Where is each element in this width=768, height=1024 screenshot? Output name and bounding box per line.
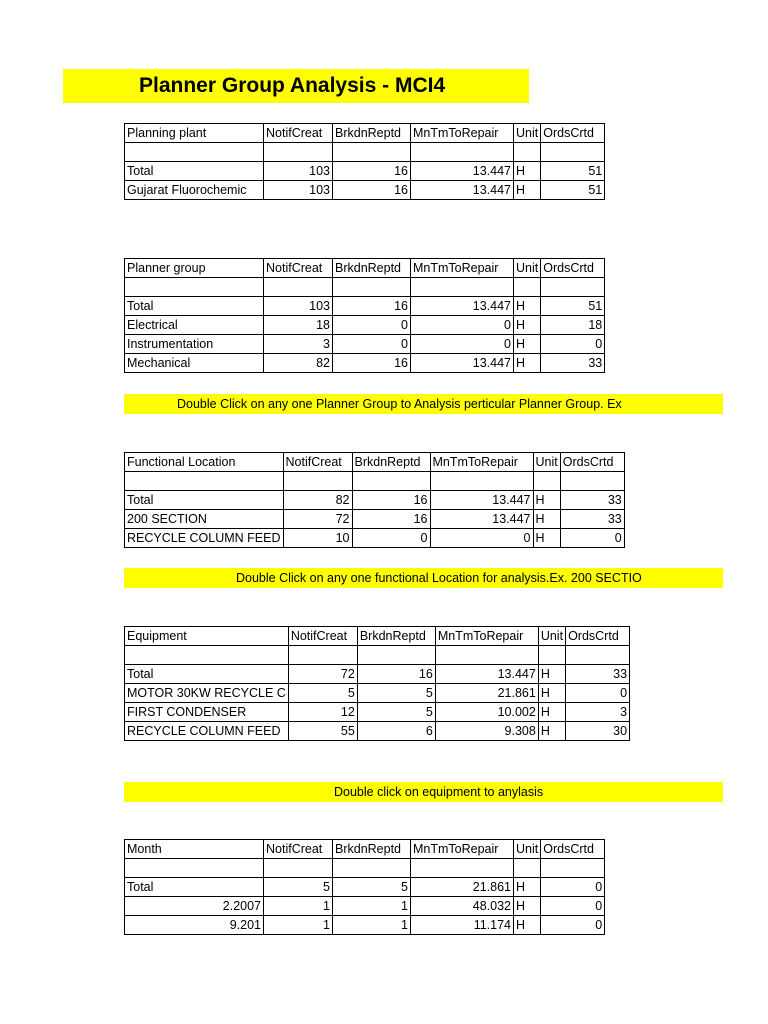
empty-row bbox=[125, 646, 630, 665]
brkdn-reptd-cell[interactable]: 16 bbox=[333, 297, 411, 316]
unit-cell[interactable]: H bbox=[514, 878, 541, 897]
table-row[interactable] bbox=[125, 529, 625, 548]
notif-creat-cell[interactable]: 82 bbox=[264, 354, 333, 373]
mn-tm-to-repair-cell[interactable]: 13.447 bbox=[435, 665, 538, 684]
ords-crtd-cell[interactable]: 51 bbox=[541, 162, 605, 181]
unit-cell[interactable]: H bbox=[538, 665, 565, 684]
month-table bbox=[124, 839, 605, 935]
unit-cell[interactable]: H bbox=[533, 510, 560, 529]
functional-location-table bbox=[124, 452, 625, 548]
header-cell[interactable]: BrkdnReptd bbox=[352, 453, 430, 472]
brkdn-reptd-cell[interactable]: 1 bbox=[333, 916, 411, 935]
table-header-row bbox=[125, 453, 625, 472]
row-label[interactable]: 2.2007 bbox=[125, 897, 264, 916]
row-label[interactable]: Electrical bbox=[125, 316, 264, 335]
mn-tm-to-repair-cell[interactable]: 13.447 bbox=[411, 354, 514, 373]
brkdn-reptd-cell[interactable]: 5 bbox=[357, 684, 435, 703]
unit-cell[interactable]: H bbox=[514, 162, 541, 181]
header-cell[interactable]: Planner group bbox=[125, 259, 264, 278]
ords-crtd-cell[interactable]: 33 bbox=[566, 665, 630, 684]
row-label[interactable]: Mechanical bbox=[125, 354, 264, 373]
brkdn-reptd-cell[interactable]: 16 bbox=[333, 181, 411, 200]
brkdn-reptd-cell[interactable]: 16 bbox=[357, 665, 435, 684]
row-label[interactable]: Total bbox=[125, 665, 289, 684]
table-row[interactable] bbox=[125, 491, 625, 510]
header-cell[interactable]: Unit bbox=[533, 453, 560, 472]
notif-creat-cell[interactable]: 72 bbox=[288, 665, 357, 684]
mn-tm-to-repair-cell[interactable]: 10.002 bbox=[435, 703, 538, 722]
table-header-row bbox=[125, 124, 605, 143]
mn-tm-to-repair-cell[interactable]: 13.447 bbox=[411, 162, 514, 181]
ords-crtd-cell[interactable]: 51 bbox=[541, 297, 605, 316]
empty-row bbox=[125, 859, 605, 878]
brkdn-reptd-cell[interactable]: 16 bbox=[333, 354, 411, 373]
unit-cell[interactable]: H bbox=[514, 897, 541, 916]
header-cell[interactable]: Unit bbox=[514, 259, 541, 278]
table-row[interactable] bbox=[125, 878, 605, 897]
header-cell[interactable]: NotifCreat bbox=[288, 627, 357, 646]
instruction-text: Double Click on any one Planner Group to Analysis perticular Planner Group. Ex bbox=[177, 397, 622, 411]
table-row[interactable] bbox=[125, 316, 605, 335]
empty-row bbox=[125, 472, 625, 491]
title-banner bbox=[63, 69, 529, 103]
row-label[interactable]: Instrumentation bbox=[125, 335, 264, 354]
unit-cell[interactable]: H bbox=[514, 354, 541, 373]
unit-cell[interactable]: H bbox=[514, 297, 541, 316]
mn-tm-to-repair-cell[interactable]: 13.447 bbox=[430, 510, 533, 529]
row-label[interactable]: RECYCLE COLUMN FEED bbox=[125, 529, 284, 548]
unit-cell[interactable]: H bbox=[533, 529, 560, 548]
notif-creat-cell[interactable]: 72 bbox=[283, 510, 352, 529]
unit-cell[interactable]: H bbox=[514, 916, 541, 935]
table-row[interactable] bbox=[125, 897, 605, 916]
mn-tm-to-repair-cell[interactable]: 13.447 bbox=[430, 491, 533, 510]
header-cell[interactable]: MnTmToRepair bbox=[411, 840, 514, 859]
planner-group-instruction bbox=[124, 394, 723, 414]
mn-tm-to-repair-cell[interactable]: 11.174 bbox=[411, 916, 514, 935]
row-label[interactable]: Total bbox=[125, 162, 264, 181]
instruction-text: Double click on equipment to anylasis bbox=[334, 785, 544, 799]
unit-cell[interactable]: H bbox=[533, 491, 560, 510]
ords-crtd-cell[interactable]: 0 bbox=[541, 916, 605, 935]
table-row[interactable] bbox=[125, 665, 630, 684]
ords-crtd-cell[interactable]: 0 bbox=[541, 897, 605, 916]
notif-creat-cell[interactable]: 103 bbox=[264, 162, 333, 181]
brkdn-reptd-cell[interactable]: 0 bbox=[333, 335, 411, 354]
mn-tm-to-repair-cell[interactable]: 21.861 bbox=[435, 684, 538, 703]
notif-creat-cell[interactable]: 12 bbox=[288, 703, 357, 722]
table-header-row bbox=[125, 259, 605, 278]
header-cell[interactable]: NotifCreat bbox=[283, 453, 352, 472]
ords-crtd-cell[interactable]: 3 bbox=[566, 703, 630, 722]
brkdn-reptd-cell[interactable]: 16 bbox=[333, 162, 411, 181]
header-cell[interactable]: BrkdnReptd bbox=[333, 259, 411, 278]
row-label[interactable]: Total bbox=[125, 491, 284, 510]
functional-location-instruction bbox=[124, 568, 723, 588]
notif-creat-cell[interactable]: 1 bbox=[264, 897, 333, 916]
notif-creat-cell[interactable]: 55 bbox=[288, 722, 357, 741]
header-cell[interactable]: Equipment bbox=[125, 627, 289, 646]
header-cell[interactable]: MnTmToRepair bbox=[411, 259, 514, 278]
brkdn-reptd-cell[interactable]: 16 bbox=[352, 491, 430, 510]
header-cell[interactable]: BrkdnReptd bbox=[357, 627, 435, 646]
notif-creat-cell[interactable]: 82 bbox=[283, 491, 352, 510]
ords-crtd-cell[interactable]: 0 bbox=[541, 335, 605, 354]
unit-cell[interactable]: H bbox=[514, 316, 541, 335]
row-label[interactable]: Gujarat Fluorochemic bbox=[125, 181, 264, 200]
empty-row bbox=[125, 278, 605, 297]
equipment-instruction bbox=[124, 782, 723, 802]
ords-crtd-cell[interactable]: 33 bbox=[541, 354, 605, 373]
row-label[interactable]: 9.201 bbox=[125, 916, 264, 935]
table-row[interactable] bbox=[125, 722, 630, 741]
unit-cell[interactable]: H bbox=[538, 722, 565, 741]
table-row[interactable] bbox=[125, 684, 630, 703]
header-cell[interactable]: OrdsCrtd bbox=[541, 259, 605, 278]
row-label[interactable]: Total bbox=[125, 297, 264, 316]
notif-creat-cell[interactable]: 1 bbox=[264, 916, 333, 935]
page-title: Planner Group Analysis - MCI4 bbox=[139, 74, 446, 97]
ords-crtd-cell[interactable]: 0 bbox=[560, 529, 624, 548]
table-header-row bbox=[125, 840, 605, 859]
table-row[interactable] bbox=[125, 354, 605, 373]
notif-creat-cell[interactable]: 10 bbox=[283, 529, 352, 548]
header-cell[interactable]: NotifCreat bbox=[264, 259, 333, 278]
notif-creat-cell[interactable]: 5 bbox=[264, 878, 333, 897]
ords-crtd-cell[interactable]: 33 bbox=[560, 491, 624, 510]
brkdn-reptd-cell[interactable]: 0 bbox=[333, 316, 411, 335]
notif-creat-cell[interactable]: 18 bbox=[264, 316, 333, 335]
mn-tm-to-repair-cell[interactable]: 9.308 bbox=[435, 722, 538, 741]
row-label[interactable]: RECYCLE COLUMN FEED bbox=[125, 722, 289, 741]
brkdn-reptd-cell[interactable]: 16 bbox=[352, 510, 430, 529]
ords-crtd-cell[interactable]: 33 bbox=[560, 510, 624, 529]
planner-group-table bbox=[124, 258, 605, 373]
table-header-row bbox=[125, 627, 630, 646]
header-cell[interactable]: MnTmToRepair bbox=[430, 453, 533, 472]
header-cell[interactable]: Functional Location bbox=[125, 453, 284, 472]
mn-tm-to-repair-cell[interactable]: 13.447 bbox=[411, 181, 514, 200]
ords-crtd-cell[interactable]: 18 bbox=[541, 316, 605, 335]
brkdn-reptd-cell[interactable]: 6 bbox=[357, 722, 435, 741]
brkdn-reptd-cell[interactable]: 0 bbox=[352, 529, 430, 548]
header-cell[interactable]: OrdsCrtd bbox=[566, 627, 630, 646]
instruction-text: Double Click on any one functional Location for analysis.Ex. 200 SECTIO bbox=[236, 571, 642, 585]
table-row[interactable] bbox=[125, 703, 630, 722]
header-cell[interactable]: OrdsCrtd bbox=[541, 840, 605, 859]
header-cell[interactable]: BrkdnReptd bbox=[333, 124, 411, 143]
brkdn-reptd-cell[interactable]: 5 bbox=[333, 878, 411, 897]
equipment-table bbox=[124, 626, 630, 741]
header-cell[interactable]: MnTmToRepair bbox=[411, 124, 514, 143]
table-row[interactable] bbox=[125, 335, 605, 354]
ords-crtd-cell[interactable]: 0 bbox=[541, 878, 605, 897]
header-cell[interactable]: BrkdnReptd bbox=[333, 840, 411, 859]
mn-tm-to-repair-cell[interactable]: 0 bbox=[411, 316, 514, 335]
unit-cell[interactable]: H bbox=[514, 181, 541, 200]
header-cell[interactable]: MnTmToRepair bbox=[435, 627, 538, 646]
mn-tm-to-repair-cell[interactable]: 21.861 bbox=[411, 878, 514, 897]
ords-crtd-cell[interactable]: 30 bbox=[566, 722, 630, 741]
header-cell[interactable]: Month bbox=[125, 840, 264, 859]
header-cell[interactable]: Planning plant bbox=[125, 124, 264, 143]
unit-cell[interactable]: H bbox=[514, 335, 541, 354]
header-cell[interactable]: NotifCreat bbox=[264, 124, 333, 143]
row-label[interactable]: FIRST CONDENSER bbox=[125, 703, 289, 722]
header-cell[interactable]: Unit bbox=[514, 840, 541, 859]
row-label[interactable]: 200 SECTION bbox=[125, 510, 284, 529]
mn-tm-to-repair-cell[interactable]: 48.032 bbox=[411, 897, 514, 916]
header-cell[interactable]: Unit bbox=[514, 124, 541, 143]
brkdn-reptd-cell[interactable]: 5 bbox=[357, 703, 435, 722]
header-cell[interactable]: Unit bbox=[538, 627, 565, 646]
planning-plant-table bbox=[124, 123, 605, 200]
brkdn-reptd-cell[interactable]: 1 bbox=[333, 897, 411, 916]
notif-creat-cell[interactable]: 3 bbox=[264, 335, 333, 354]
header-cell[interactable]: OrdsCrtd bbox=[560, 453, 624, 472]
table-row[interactable] bbox=[125, 162, 605, 181]
row-label[interactable]: Total bbox=[125, 878, 264, 897]
ords-crtd-cell[interactable]: 0 bbox=[566, 684, 630, 703]
notif-creat-cell[interactable]: 103 bbox=[264, 297, 333, 316]
header-cell[interactable]: NotifCreat bbox=[264, 840, 333, 859]
unit-cell[interactable]: H bbox=[538, 703, 565, 722]
row-label[interactable]: MOTOR 30KW RECYCLE C bbox=[125, 684, 289, 703]
unit-cell[interactable]: H bbox=[538, 684, 565, 703]
table-row[interactable] bbox=[125, 916, 605, 935]
ords-crtd-cell[interactable]: 51 bbox=[541, 181, 605, 200]
mn-tm-to-repair-cell[interactable]: 0 bbox=[430, 529, 533, 548]
mn-tm-to-repair-cell[interactable]: 13.447 bbox=[411, 297, 514, 316]
table-row[interactable] bbox=[125, 181, 605, 200]
table-row[interactable] bbox=[125, 297, 605, 316]
table-row[interactable] bbox=[125, 510, 625, 529]
empty-row bbox=[125, 143, 605, 162]
mn-tm-to-repair-cell[interactable]: 0 bbox=[411, 335, 514, 354]
notif-creat-cell[interactable]: 5 bbox=[288, 684, 357, 703]
header-cell[interactable]: OrdsCrtd bbox=[541, 124, 605, 143]
notif-creat-cell[interactable]: 103 bbox=[264, 181, 333, 200]
